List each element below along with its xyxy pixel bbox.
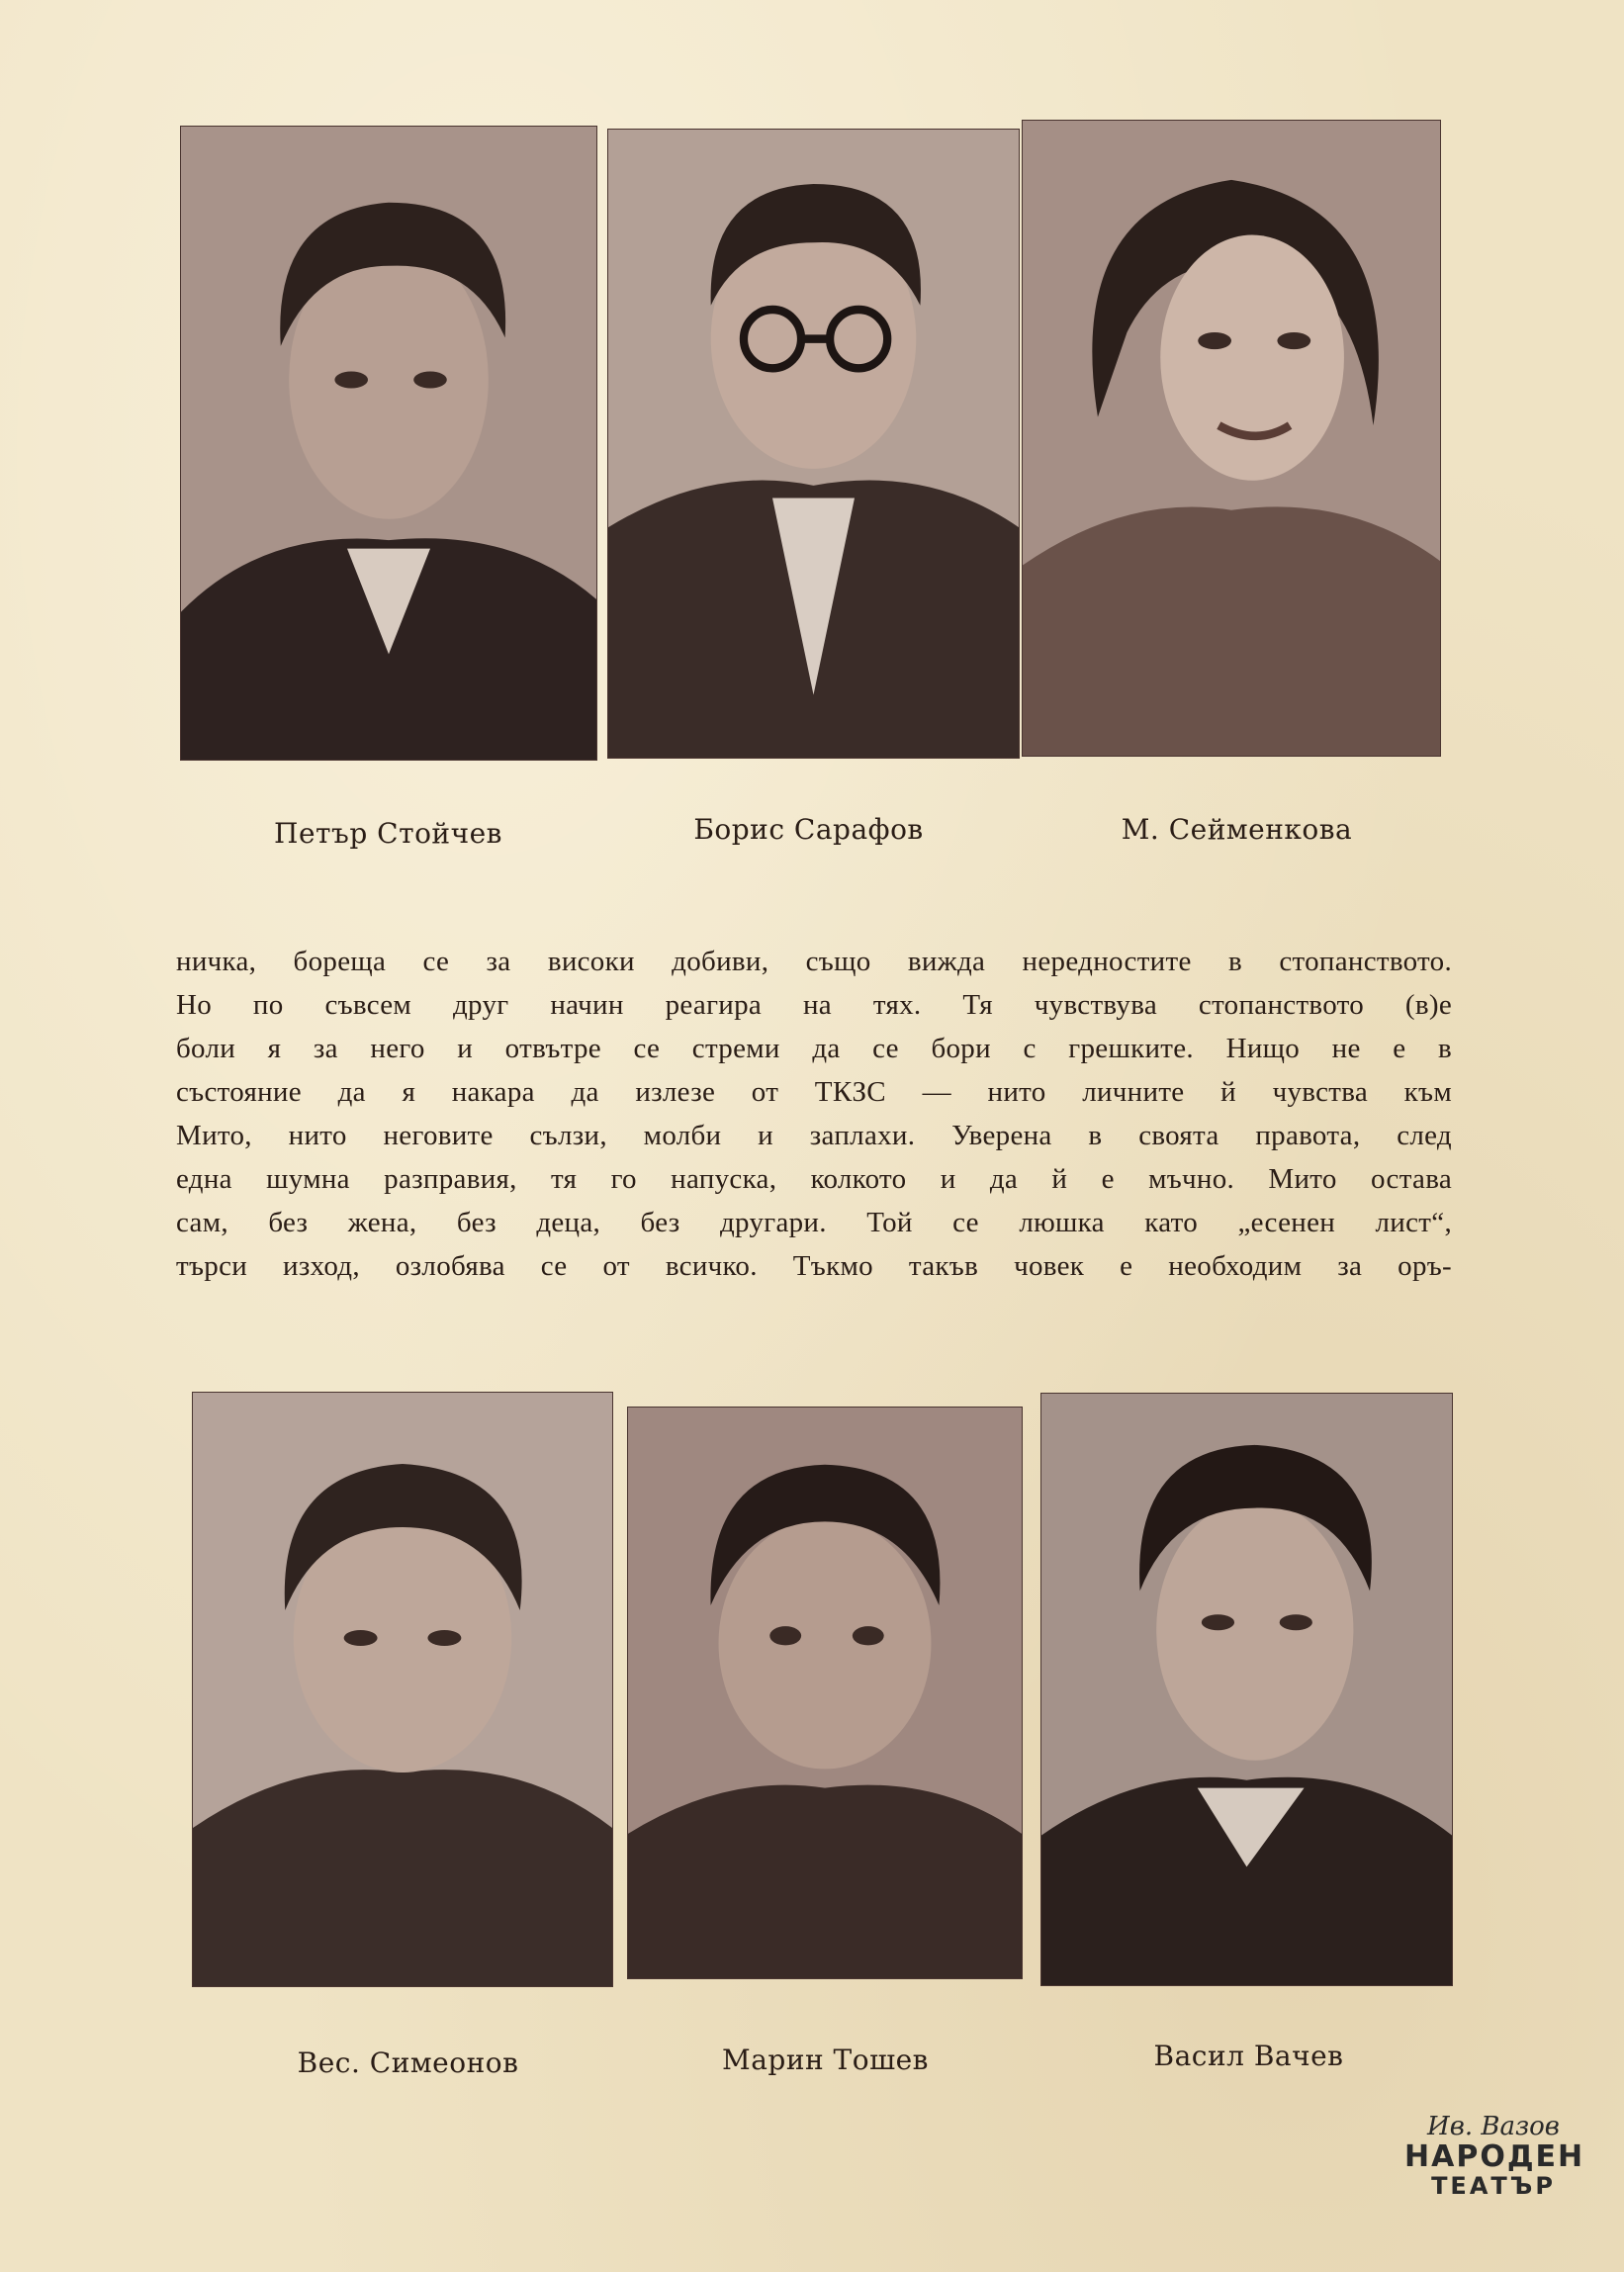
body-line: състояние да я накара да излезе от ТКЗС — нито личните й чувства към [176, 1076, 1452, 1108]
body-line: Мито, нито неговите сълзи, молби и заплахи. Уверена в своята правота, след [176, 1120, 1452, 1151]
body-line: една шумна разправия, тя го напуска, колкото и да й е мъчно. Мито остава [176, 1163, 1452, 1195]
caption-portrait-1: Петър Стойчев [274, 817, 502, 850]
portrait-photo-1 [180, 126, 597, 761]
portrait-man-icon [193, 1393, 612, 1986]
logo-line-1: НАРОДЕН [1404, 2139, 1585, 2174]
theatre-logo [1404, 2112, 1585, 2240]
body-line: боли я за него и отвътре се стреми да се бори с грешките. Нищо не е в [176, 1033, 1452, 1064]
portrait-photo-6 [1040, 1393, 1453, 1986]
portrait-photo-4 [192, 1392, 613, 1987]
caption-portrait-6: Васил Вачев [1153, 2040, 1344, 2072]
caption-portrait-5: Марин Тошев [722, 2044, 929, 2076]
body-line: сам, без жена, без деца, без другари. Той се люшка като „есенен лист“, [176, 1207, 1452, 1238]
body-paragraph [176, 940, 1452, 1288]
caption-portrait-2: Борис Сарафов [693, 813, 924, 846]
body-line: Но по съвсем друг начин реагира на тях. Тя чувствува стопанството (в)е [176, 989, 1452, 1021]
body-line: търси изход, озлобява се от всичко. Тъкмо такъв човек е необходим за оръ- [176, 1250, 1452, 1282]
portrait-man-icon [1041, 1394, 1452, 1985]
caption-portrait-4: Вес. Симеонов [297, 2046, 519, 2079]
portrait-photo-5 [627, 1407, 1023, 1979]
portrait-man-icon [181, 127, 596, 760]
logo-line-2: ТЕАТЪР [1431, 2172, 1556, 2200]
portrait-woman-icon [1023, 121, 1440, 756]
caption-portrait-3: М. Сейменкова [1121, 813, 1353, 846]
body-line: ничка, бореща се за високи добиви, също вижда нередностите в стопанството. [176, 946, 1452, 977]
logo-signature: Ив. Вазов [1427, 2112, 1560, 2141]
portrait-photo-3 [1022, 120, 1441, 757]
portrait-man-icon [628, 1408, 1022, 1978]
portrait-photo-2 [607, 129, 1020, 759]
portrait-man-glasses-icon [608, 130, 1019, 758]
